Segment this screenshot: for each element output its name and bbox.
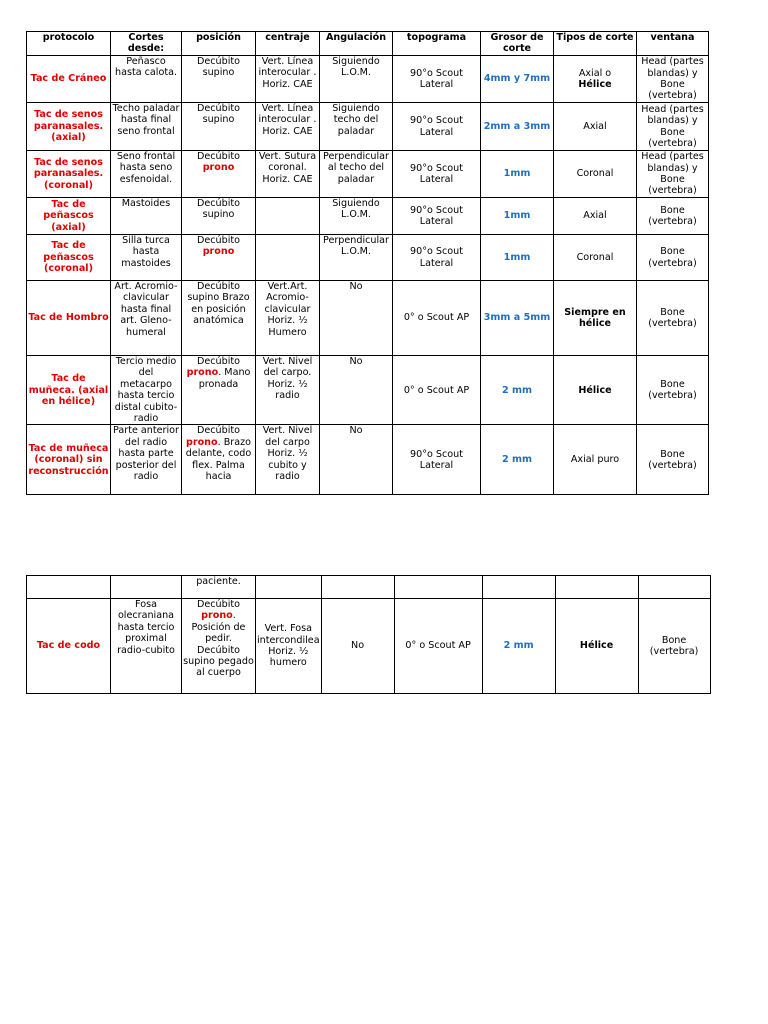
table-cell xyxy=(555,576,638,599)
angulacion-cell: Siguiendo techo del paladar xyxy=(320,103,393,151)
posicion-cell xyxy=(182,56,256,103)
ventana-cell: Bone (vertebra) xyxy=(637,425,709,495)
table-cell xyxy=(394,576,482,599)
table-row xyxy=(27,281,709,356)
grosor-cell: 2 mm xyxy=(481,356,554,425)
ventana-cell: Bone (vertebra) xyxy=(637,235,709,281)
posicion-text: Decúbito xyxy=(196,151,241,162)
table-cell xyxy=(256,576,322,599)
protocol-cell: Tac de senos paranasales. (coronal) xyxy=(27,151,111,198)
table-row xyxy=(27,103,709,151)
protocol-cell: Tac de Hombro xyxy=(27,281,111,356)
posicion-text-extra: . Mano pronada xyxy=(198,367,251,390)
protocol-cell: Tac de senos paranasales. (axial) xyxy=(27,103,111,151)
topograma-cell: 90°o Scout Lateral xyxy=(393,56,481,103)
tipo-text-bold: Siempre en hélice xyxy=(564,306,626,329)
prono-text: prono xyxy=(202,246,235,258)
angulacion-cell: Siguiendo L.O.M. xyxy=(320,198,393,235)
posicion-text: Decúbito supino xyxy=(196,56,241,79)
tipo-cell xyxy=(554,151,637,198)
centraje-cell xyxy=(256,198,320,235)
header-cell: posición xyxy=(182,32,256,56)
posicion-cell xyxy=(182,599,256,694)
tipo-text: Axial o xyxy=(578,67,612,79)
centraje-cell: Vert. Fosa intercondilea Horiz. ⅟₂ humero xyxy=(256,599,322,694)
angulacion-cell: No xyxy=(320,356,393,425)
table-row xyxy=(27,56,709,103)
angulacion-cell: Perpendicular al techo del paladar xyxy=(320,151,393,198)
ventana-cell: Head (partes blandas) y Bone (vertebra) xyxy=(637,151,709,198)
posicion-text: Decúbito supino Brazo en posición anatómica xyxy=(187,281,250,327)
tipo-cell xyxy=(554,235,637,281)
tipo-text: Axial xyxy=(583,120,607,132)
posicion-cell xyxy=(182,103,256,151)
tipo-text-bold: Hélice xyxy=(578,384,612,396)
posicion-text: Decúbito supino xyxy=(196,198,241,221)
topograma-cell: 90°o Scout Lateral xyxy=(393,198,481,235)
table-row xyxy=(27,599,711,694)
prono-text: prono xyxy=(201,610,233,622)
grosor-cell: 2mm a 3mm xyxy=(481,103,554,151)
tipo-cell xyxy=(554,56,637,103)
grosor-cell: 1mm xyxy=(481,198,554,235)
centraje-cell: Vert. Sutura coronal. Horiz. CAE xyxy=(256,151,320,198)
protocol-table-continued xyxy=(26,575,711,694)
centraje-cell: Vert. Línea interocular . Horiz. CAE xyxy=(256,103,320,151)
posicion-cell xyxy=(182,151,256,198)
tipo-cell xyxy=(554,356,637,425)
cortes-cell: Peñasco hasta calota. xyxy=(111,56,182,103)
posicion-cell xyxy=(182,235,256,281)
table-row xyxy=(27,356,709,425)
table-row xyxy=(27,235,709,281)
centraje-cell: Vert. Nivel del carpo. Horiz. ⅟₂ radio xyxy=(256,356,320,425)
table-cell xyxy=(111,576,182,599)
table-row xyxy=(27,198,709,235)
protocol-cell: Tac de muñeca (coronal) sin reconstrucción xyxy=(27,425,111,495)
topograma-cell: 90°o Scout Lateral xyxy=(393,151,481,198)
topograma-cell: 0° o Scout AP xyxy=(394,599,482,694)
grosor-cell: 4mm y 7mm xyxy=(481,56,554,103)
grosor-cell: 1mm xyxy=(481,151,554,198)
grosor-cell: 3mm a 5mm xyxy=(481,281,554,356)
posicion-text: Decúbito xyxy=(196,235,241,246)
posicion-cell xyxy=(182,356,256,425)
grosor-cell: 1mm xyxy=(481,235,554,281)
ventana-cell: Bone (vertebra) xyxy=(638,599,710,694)
grosor-cell: 2 mm xyxy=(481,425,554,495)
tipo-text: Coronal xyxy=(576,251,614,263)
cortes-cell: Fosa olecraniana hasta tercio proximal radio-cubito xyxy=(111,599,182,694)
table-row xyxy=(27,151,709,198)
prono-text: prono xyxy=(186,367,219,379)
table-row xyxy=(27,425,709,495)
cortes-cell: Art. Acromio-clavicular hasta final art. Gleno-humeral xyxy=(111,281,182,356)
protocol-cell: Tac de peñascos (coronal) xyxy=(27,235,111,281)
tipo-cell xyxy=(554,281,637,356)
header-cell: Cortes desde: xyxy=(111,32,182,56)
prono-text: prono xyxy=(185,436,218,448)
posicion-text: Decúbito xyxy=(196,356,241,367)
header-cell: Grosor de corte xyxy=(481,32,554,56)
posicion-text-extra: . Posición de pedir. Decúbito supino pegado al cuerpo xyxy=(183,610,254,679)
header-cell: ventana xyxy=(637,32,709,56)
tipo-text-bold: Hélice xyxy=(578,79,612,90)
topograma-cell: 90°o Scout Lateral xyxy=(393,103,481,151)
ventana-cell: Head (partes blandas) y Bone (vertebra) xyxy=(637,103,709,151)
cortes-cell: Techo paladar hasta final seno frontal xyxy=(111,103,182,151)
tipo-cell: Hélice xyxy=(555,599,638,694)
header-cell: centraje xyxy=(256,32,320,56)
centraje-cell: Vert.Art. Acromio-clavicular Horiz. ⅟₂ Humero xyxy=(256,281,320,356)
protocol-cell: Tac de peñascos (axial) xyxy=(27,198,111,235)
tipo-text: Coronal xyxy=(576,168,614,180)
centraje-cell: Vert. Línea interocular . Horiz. CAE xyxy=(256,56,320,103)
tipo-text: Axial xyxy=(583,210,607,222)
tipo-cell xyxy=(554,103,637,151)
posicion-cell: paciente. xyxy=(182,576,256,599)
posicion-cell xyxy=(182,198,256,235)
topograma-cell: 0° o Scout AP xyxy=(393,281,481,356)
tipo-cell xyxy=(554,425,637,495)
cortes-cell: Tercio medio del metacarpo hasta tercio distal cubito-radio xyxy=(111,356,182,425)
header-cell: Angulación xyxy=(320,32,393,56)
topograma-cell: 90°o Scout Lateral xyxy=(393,425,481,495)
protocol-cell: Tac de muñeca. (axial en hélice) xyxy=(27,356,111,425)
table-cell xyxy=(482,576,555,599)
posicion-cell xyxy=(182,425,256,495)
cortes-cell: Mastoides xyxy=(111,198,182,235)
protocol-table xyxy=(26,31,709,495)
angulacion-cell: Perpendicular L.O.M. xyxy=(320,235,393,281)
posicion-text: Decúbito xyxy=(196,425,241,437)
angulacion-cell: No xyxy=(321,599,394,694)
header-row xyxy=(27,32,709,56)
topograma-cell: 90°o Scout Lateral xyxy=(393,235,481,281)
cortes-cell: Silla turca hasta mastoides xyxy=(111,235,182,281)
tipo-cell xyxy=(554,198,637,235)
header-cell: Tipos de corte xyxy=(554,32,637,56)
angulacion-cell: No xyxy=(320,281,393,356)
header-cell: topograma xyxy=(393,32,481,56)
posicion-text: Decúbito xyxy=(196,599,241,610)
table-cell xyxy=(27,576,111,599)
cortes-cell: Seno frontal hasta seno esfenoidal. xyxy=(111,151,182,198)
posicion-text-extra: . Brazo delante, codo flex. Palma hacia xyxy=(185,436,252,483)
centraje-cell xyxy=(256,235,320,281)
table-cell xyxy=(638,576,710,599)
ventana-cell: Bone (vertebra) xyxy=(637,198,709,235)
tipo-text: Axial puro xyxy=(570,454,620,466)
continuation-row xyxy=(27,576,711,599)
cortes-cell: Parte anterior del radio hasta parte posterior del radio xyxy=(111,425,182,495)
header-cell: protocolo xyxy=(27,32,111,56)
table-cell xyxy=(321,576,394,599)
angulacion-cell: Siguiendo L.O.M. xyxy=(320,56,393,103)
posicion-cell xyxy=(182,281,256,356)
topograma-cell: 0° o Scout AP xyxy=(393,356,481,425)
posicion-text: Decúbito supino xyxy=(196,103,241,126)
angulacion-cell: No xyxy=(320,425,393,495)
prono-text: prono xyxy=(202,162,235,174)
protocol-cell: Tac de Cráneo xyxy=(27,56,111,103)
centraje-cell: Vert. Nivel del carpo Horiz. ⅟₂ cubito y radio xyxy=(256,425,320,495)
protocol-cell: Tac de codo xyxy=(27,599,111,694)
grosor-cell: 2 mm xyxy=(482,599,555,694)
ventana-cell: Bone (vertebra) xyxy=(637,356,709,425)
ventana-cell: Bone (vertebra) xyxy=(637,281,709,356)
ventana-cell: Head (partes blandas) y Bone (vertebra) xyxy=(637,56,709,103)
